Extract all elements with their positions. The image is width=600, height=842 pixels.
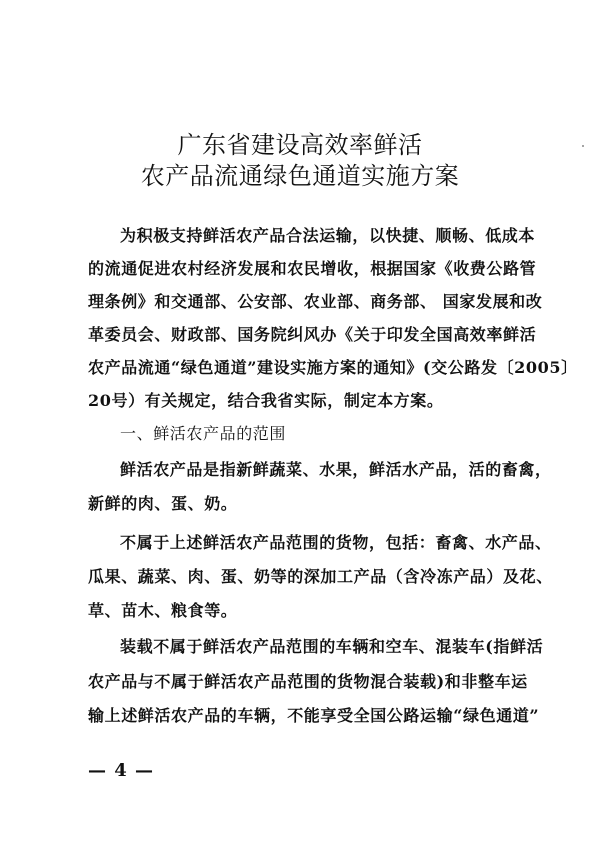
paragraph-1-line-6: 20号）有关规定，结合我省实际，制定本方案。 xyxy=(88,391,444,410)
paragraph-4-line-1: 装载不属于鲜活农产品范围的车辆和空车、混装车(指鲜活 xyxy=(120,637,544,656)
document-title-line-1: 广东省建设高效率鲜活 xyxy=(177,131,423,159)
page-number: — 4 — xyxy=(88,760,155,781)
paragraph-3-line-2: 瓜果、蔬菜、肉、蛋、奶等的深加工产品（含冷冻产品）及花、 xyxy=(88,567,553,586)
paragraph-3-line-1: 不属于上述鲜活农产品范围的货物，包括：畜禽、水产品、 xyxy=(120,533,552,552)
paragraph-2-line-2: 新鲜的肉、蛋、奶。 xyxy=(88,494,238,513)
paragraph-1-line-2: 的流通促进农村经济发展和农民增收，根据国家《收费公路管 xyxy=(88,259,537,278)
document-title-line-2: 农产品流通绿色通道实施方案 xyxy=(140,162,460,190)
paragraph-4-line-3: 输上述鲜活农产品的车辆，不能享受全国公路运输“绿色通道” xyxy=(88,706,540,725)
paragraph-1-line-5: 农产品流通“绿色通道”建设实施方案的通知》(交公路发〔2005〕 xyxy=(88,358,578,377)
paragraph-1-line-4: 革委员会、财政部、国务院纠风办《关于印发全国高效率鲜活 xyxy=(88,325,537,344)
paragraph-1-line-3: 理条例》和交通部、公安部、农业部、商务部、 国家发展和改 xyxy=(88,292,543,311)
paragraph-3-line-3: 草、苗木、粮食等。 xyxy=(88,601,238,620)
paragraph-2-line-1: 鲜活农产品是指新鲜蔬菜、水果，鲜活水产品，活的畜禽， xyxy=(120,460,552,479)
paragraph-1-line-1: 为积极支持鲜活农产品合法运输，以快捷、顺畅、低成本 xyxy=(120,226,536,245)
paragraph-4-line-2: 农产品与不属于鲜活农产品范围的货物混合装载)和非整车运 xyxy=(88,672,528,691)
section-heading-1: 一、鲜活农产品的范围 xyxy=(120,424,287,443)
